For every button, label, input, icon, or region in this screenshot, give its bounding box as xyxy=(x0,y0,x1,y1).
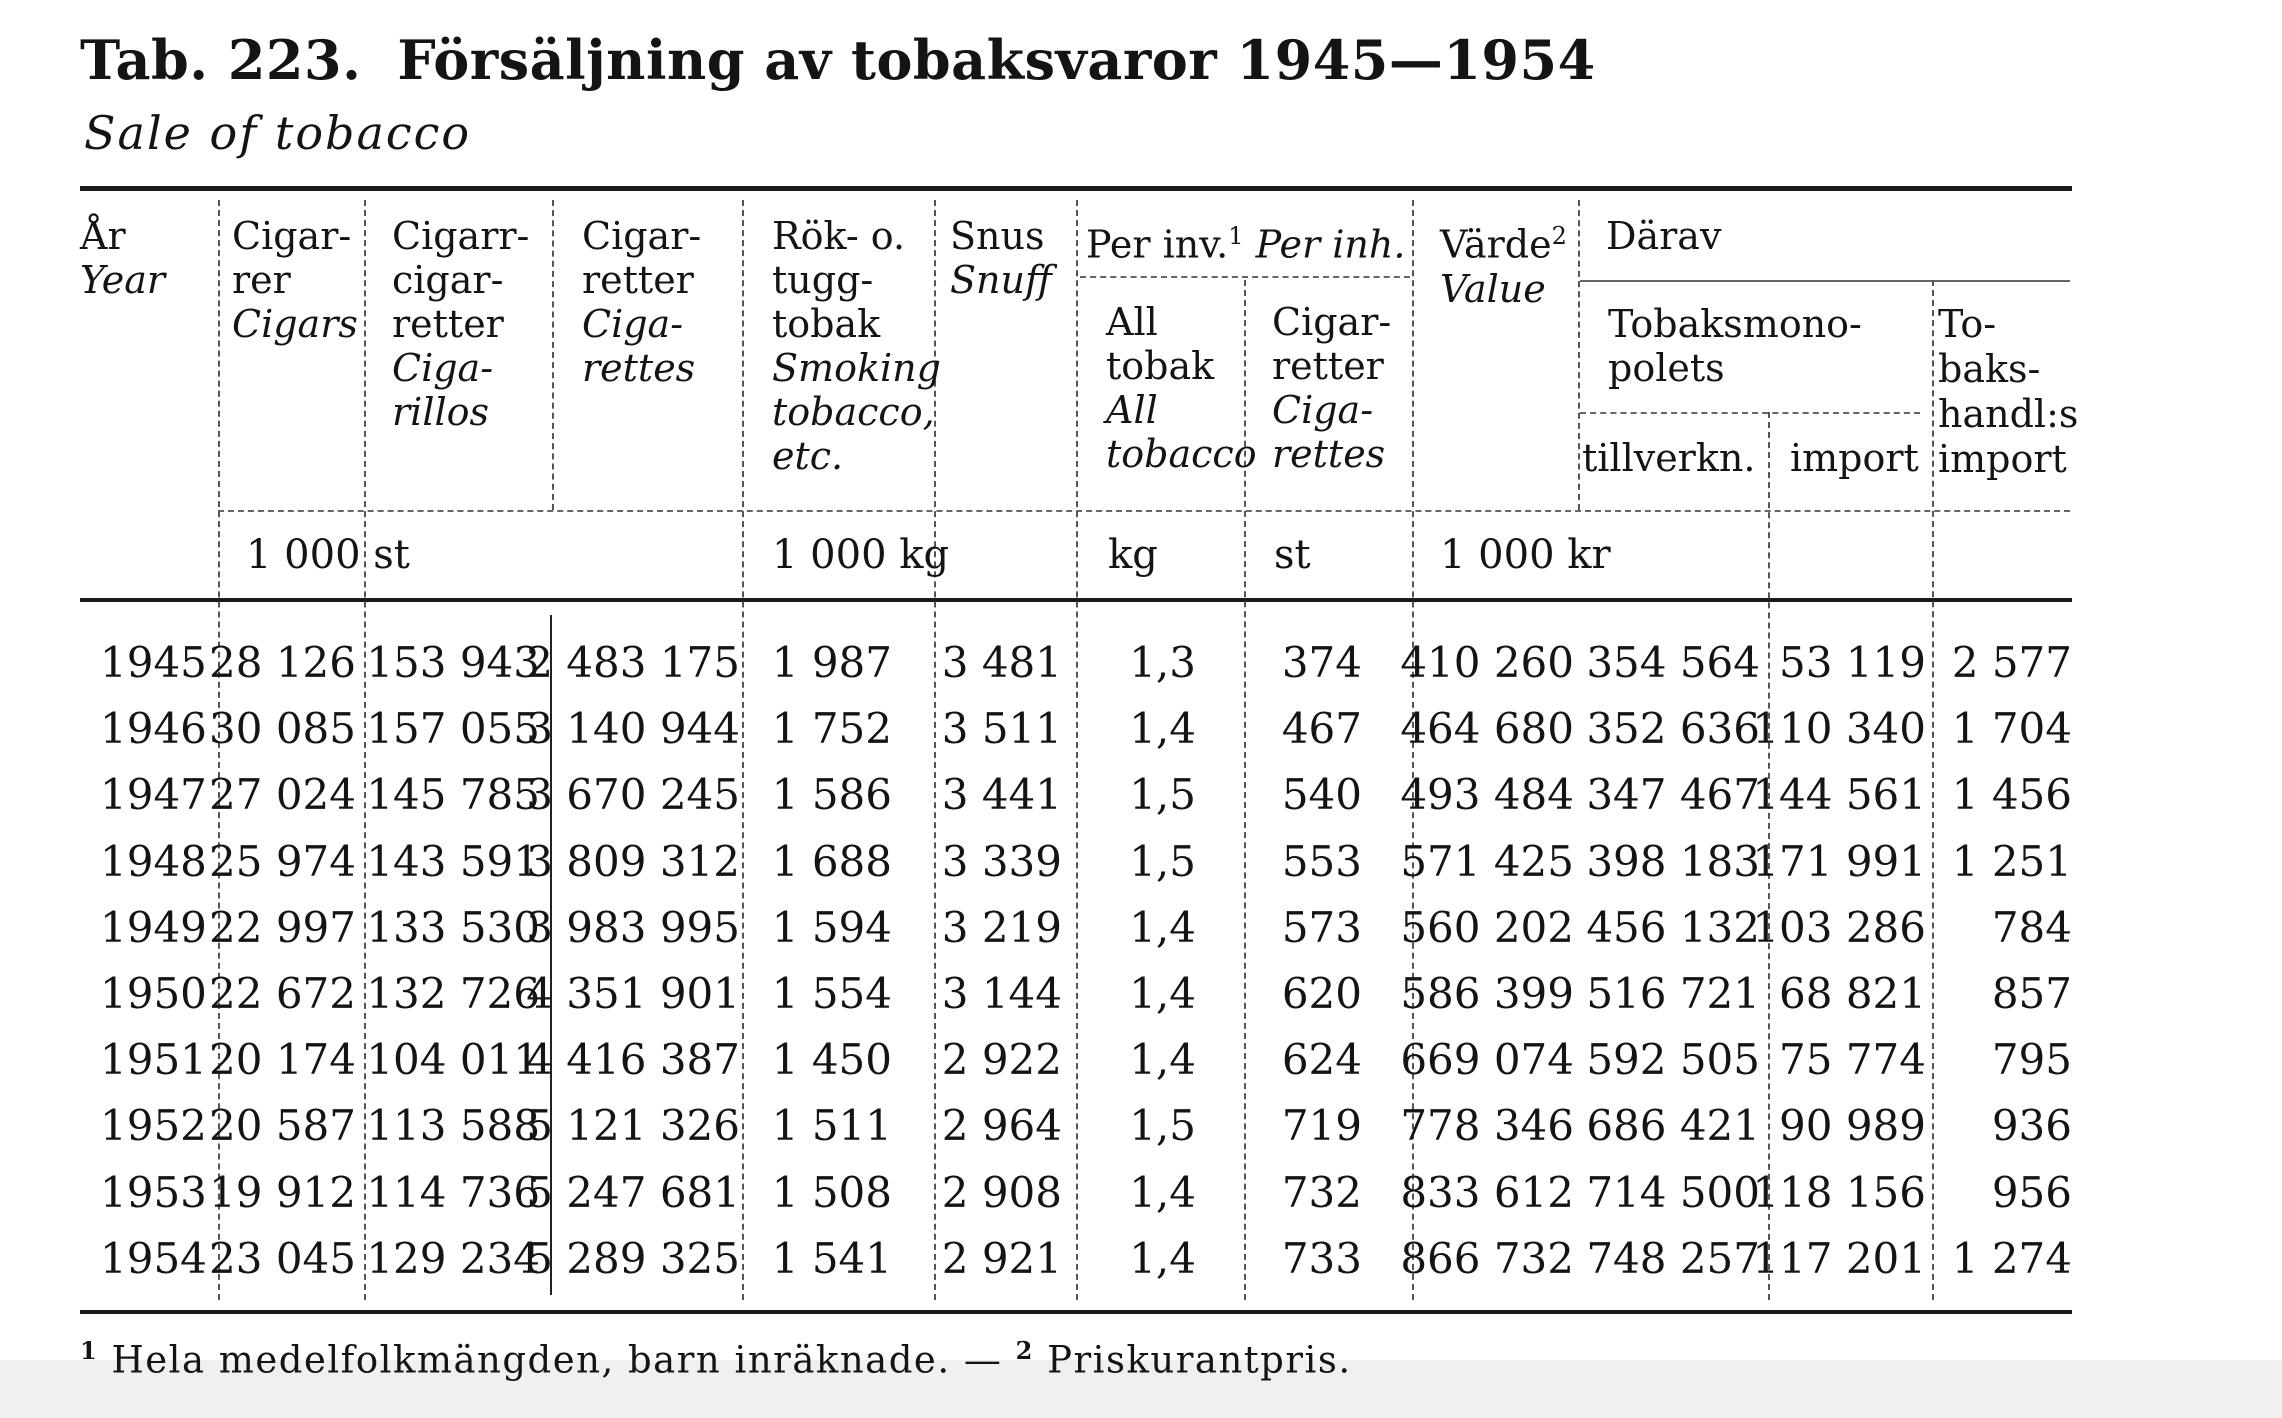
cell-per-inh-cigarettes: 624 xyxy=(1281,1035,1362,1085)
cell-shop-import: 956 xyxy=(1991,1167,2072,1217)
cell-per-inh-all-tobacco: 1,5 xyxy=(1129,1101,1196,1151)
cell-monopoly-manufacture: 592 505 xyxy=(1586,1035,1760,1085)
col-rule xyxy=(1932,280,1934,1300)
cell-monopoly-manufacture: 398 183 xyxy=(1586,836,1760,886)
cell-snuff: 3 481 xyxy=(941,638,1062,687)
cell-monopoly-import: 53 119 xyxy=(1779,638,1926,687)
cell-value: 669 074 xyxy=(1400,1035,1574,1085)
cell-cigarillos: 113 588 xyxy=(366,1101,540,1151)
cell-cigars: 25 974 xyxy=(209,836,356,886)
cell-cigarillos: 153 943 xyxy=(366,638,540,687)
cell-cigarettes: 4 416 387 xyxy=(526,1035,740,1085)
cell-snuff: 2 964 xyxy=(941,1101,1062,1151)
cell-per-inh-cigarettes: 620 xyxy=(1281,969,1362,1018)
cell-snuff: 3 441 xyxy=(941,770,1062,820)
cell-shop-import: 1 274 xyxy=(1951,1233,2072,1283)
cell-shop-import: 936 xyxy=(1991,1101,2072,1151)
cell-cigars: 19 912 xyxy=(209,1167,356,1217)
unit-kg: kg xyxy=(1108,532,1158,578)
unit-thousand-kg: 1 000 kg xyxy=(772,532,950,578)
cell-year: 1949 xyxy=(100,902,207,952)
cell-year: 1951 xyxy=(100,1035,207,1085)
table-title xyxy=(80,28,1596,92)
cell-cigars: 30 085 xyxy=(209,704,356,754)
cell-value: 866 732 xyxy=(1400,1233,1574,1283)
header-per-inh-cigarettes: Cigar- retter Ciga- rettes xyxy=(1272,300,1392,476)
cell-cigarettes: 5 247 681 xyxy=(526,1167,740,1217)
cell-per-inh-all-tobacco: 1,5 xyxy=(1129,836,1196,886)
cell-value: 571 425 xyxy=(1400,836,1574,886)
cell-cigarillos: 145 785 xyxy=(366,770,540,820)
cell-cigarettes: 3 140 944 xyxy=(526,704,740,754)
header-darav: Därav xyxy=(1606,214,1722,258)
cell-shop-import: 1 704 xyxy=(1951,704,2072,754)
cell-cigars: 27 024 xyxy=(209,770,356,820)
cell-cigarillos: 133 530 xyxy=(366,902,540,952)
cell-per-inh-cigarettes: 732 xyxy=(1281,1167,1362,1217)
cell-value: 833 612 xyxy=(1400,1167,1574,1217)
cell-year: 1947 xyxy=(100,770,207,820)
unit-thousand-kronor: 1 000 kr xyxy=(1440,532,1611,578)
col-rule xyxy=(552,200,554,510)
cell-snuff: 3 339 xyxy=(941,836,1062,886)
cell-monopoly-manufacture: 686 421 xyxy=(1586,1101,1760,1151)
cell-per-inh-cigarettes: 467 xyxy=(1281,704,1362,754)
cell-per-inh-all-tobacco: 1,5 xyxy=(1129,770,1196,820)
cell-snuff: 2 908 xyxy=(941,1167,1062,1217)
cell-cigars: 28 126 xyxy=(209,638,356,687)
cell-value: 560 202 xyxy=(1400,902,1574,952)
cell-smoking-tobacco: 1 594 xyxy=(771,902,892,952)
cell-monopoly-import: 103 286 xyxy=(1752,902,1926,952)
cell-cigars: 22 672 xyxy=(209,969,356,1018)
header-manufacture: tillverkn. xyxy=(1582,436,1756,480)
cell-smoking-tobacco: 1 508 xyxy=(771,1167,892,1217)
cell-year: 1946 xyxy=(100,704,207,754)
cell-monopoly-import: 75 774 xyxy=(1779,1035,1926,1085)
cell-per-inh-all-tobacco: 1,4 xyxy=(1129,1167,1196,1217)
header-monopoly-import: import xyxy=(1790,436,1919,480)
cell-monopoly-manufacture: 456 132 xyxy=(1586,902,1760,952)
cell-snuff: 3 219 xyxy=(941,902,1062,952)
header-cigarettes: Cigar- retter Ciga- rettes xyxy=(582,214,702,390)
cell-smoking-tobacco: 1 688 xyxy=(771,836,892,886)
col-rule xyxy=(1578,200,1580,510)
cell-cigarillos: 132 726 xyxy=(366,969,540,1018)
table-number: Tab. 223. xyxy=(80,28,362,92)
cell-smoking-tobacco: 1 987 xyxy=(771,638,892,687)
cell-value: 586 399 xyxy=(1400,969,1574,1018)
cell-snuff: 3 511 xyxy=(941,704,1062,754)
cell-monopoly-import: 171 991 xyxy=(1752,836,1926,886)
cell-per-inh-all-tobacco: 1,4 xyxy=(1129,1233,1196,1283)
cell-per-inh-all-tobacco: 1,4 xyxy=(1129,704,1196,754)
cell-per-inh-cigarettes: 733 xyxy=(1281,1233,1362,1283)
cell-value: 493 484 xyxy=(1400,770,1574,820)
cell-cigars: 20 587 xyxy=(209,1101,356,1151)
unit-thousand-pieces: 1 000 st xyxy=(246,532,410,578)
header-cigars: Cigar- rer Cigars xyxy=(232,214,358,346)
cell-monopoly-manufacture: 354 564 xyxy=(1586,638,1760,687)
cell-cigarettes: 5 121 326 xyxy=(526,1101,740,1151)
cell-cigarettes: 4 351 901 xyxy=(526,969,740,1018)
cell-per-inh-all-tobacco: 1,3 xyxy=(1129,638,1196,687)
cell-shop-import: 2 577 xyxy=(1951,638,2072,687)
cell-cigars: 22 997 xyxy=(209,902,356,952)
cell-per-inh-cigarettes: 573 xyxy=(1281,902,1362,952)
header-per-inhabitant: Per inv.$^1$ Per inh. xyxy=(1086,222,1406,267)
cell-smoking-tobacco: 1 752 xyxy=(771,704,892,754)
cell-per-inh-all-tobacco: 1,4 xyxy=(1129,969,1196,1018)
header-cigarillos: Cigarr- cigar- retter Ciga- rillos xyxy=(392,214,530,434)
cell-value: 778 346 xyxy=(1400,1101,1574,1151)
cell-monopoly-import: 144 561 xyxy=(1752,770,1926,820)
cell-cigarettes: 2 483 175 xyxy=(526,638,740,687)
col-rule xyxy=(742,200,744,1300)
cell-shop-import: 1 456 xyxy=(1951,770,2072,820)
cell-per-inh-all-tobacco: 1,4 xyxy=(1129,1035,1196,1085)
cell-cigarillos: 114 736 xyxy=(366,1167,540,1217)
cell-smoking-tobacco: 1 511 xyxy=(771,1101,892,1151)
cell-shop-import: 857 xyxy=(1991,969,2072,1018)
cell-shop-import: 795 xyxy=(1991,1035,2072,1085)
cell-cigarettes: 3 983 995 xyxy=(526,902,740,952)
cell-per-inh-cigarettes: 540 xyxy=(1281,770,1362,820)
cell-snuff: 2 922 xyxy=(941,1035,1062,1085)
header-value: Värde$^2$ Value xyxy=(1440,222,1567,311)
cell-value: 410 260 xyxy=(1400,638,1574,687)
per-inv-underline xyxy=(1080,276,1410,278)
cell-snuff: 3 144 xyxy=(941,969,1062,1018)
footnote: $^1$ Hela medelfolkmängden, barn inräknade. — $^2$ Priskurantpris. xyxy=(80,1336,1352,1382)
cell-year: 1945 xyxy=(100,638,207,687)
cell-per-inh-cigarettes: 374 xyxy=(1281,638,1362,687)
header-smoking-tobacco: Rök- o. tugg- tobak Smoking tobacco, etc. xyxy=(772,214,941,478)
cell-per-inh-cigarettes: 553 xyxy=(1281,836,1362,886)
cell-monopoly-manufacture: 516 721 xyxy=(1586,969,1760,1018)
cell-monopoly-import: 117 201 xyxy=(1752,1233,1926,1283)
monopoly-underline xyxy=(1580,412,1920,414)
cell-cigars: 23 045 xyxy=(209,1233,356,1283)
cell-year: 1950 xyxy=(100,969,207,1018)
cell-monopoly-import: 90 989 xyxy=(1779,1101,1926,1151)
bottom-rule xyxy=(80,1310,2072,1314)
header-monopoly: Tobaksmono- polets xyxy=(1608,302,1862,390)
cell-per-inh-all-tobacco: 1,4 xyxy=(1129,902,1196,952)
unit-pieces: st xyxy=(1274,532,1311,578)
units-separator xyxy=(218,510,2070,512)
cell-smoking-tobacco: 1 554 xyxy=(771,969,892,1018)
cell-monopoly-import: 118 156 xyxy=(1752,1167,1926,1217)
cell-smoking-tobacco: 1 586 xyxy=(771,770,892,820)
cell-per-inh-cigarettes: 719 xyxy=(1281,1101,1362,1151)
cell-cigarettes: 3 670 245 xyxy=(526,770,740,820)
cell-cigarettes: 5 289 325 xyxy=(526,1233,740,1283)
header-shop-import: To- baks- handl:s import xyxy=(1938,302,2079,481)
cell-year: 1954 xyxy=(100,1233,207,1283)
cell-cigarettes: 3 809 312 xyxy=(526,836,740,886)
cell-year: 1952 xyxy=(100,1101,207,1151)
cell-cigarillos: 129 234 xyxy=(366,1233,540,1283)
cell-cigarillos: 143 591 xyxy=(366,836,540,886)
cell-shop-import: 784 xyxy=(1991,902,2072,952)
cell-monopoly-manufacture: 352 636 xyxy=(1586,704,1760,754)
top-rule xyxy=(80,186,2072,191)
cell-cigarillos: 157 055 xyxy=(366,704,540,754)
cell-cigars: 20 174 xyxy=(209,1035,356,1085)
cell-smoking-tobacco: 1 541 xyxy=(771,1233,892,1283)
cell-monopoly-manufacture: 714 500 xyxy=(1586,1167,1760,1217)
cell-smoking-tobacco: 1 450 xyxy=(771,1035,892,1085)
darav-underline xyxy=(1580,280,2070,282)
cell-monopoly-import: 110 340 xyxy=(1752,704,1926,754)
table-title-text: Försäljning av tobaksvaror 1945—1954 xyxy=(397,28,1596,92)
cell-year: 1948 xyxy=(100,836,207,886)
cell-value: 464 680 xyxy=(1400,704,1574,754)
header-snuff: Snus Snuff xyxy=(950,214,1052,302)
cell-snuff: 2 921 xyxy=(941,1233,1062,1283)
cell-cigarillos: 104 011 xyxy=(366,1035,540,1085)
cell-year: 1953 xyxy=(100,1167,207,1217)
cell-monopoly-manufacture: 748 257 xyxy=(1586,1233,1760,1283)
cell-monopoly-manufacture: 347 467 xyxy=(1586,770,1760,820)
header-year: År Year xyxy=(80,214,166,302)
cell-shop-import: 1 251 xyxy=(1951,836,2072,886)
cell-monopoly-import: 68 821 xyxy=(1779,969,1926,1018)
table-subtitle: Sale of tobacco xyxy=(84,106,472,160)
col-rule xyxy=(1076,200,1078,1300)
header-all-tobacco: All tobak All tobacco xyxy=(1106,300,1257,476)
